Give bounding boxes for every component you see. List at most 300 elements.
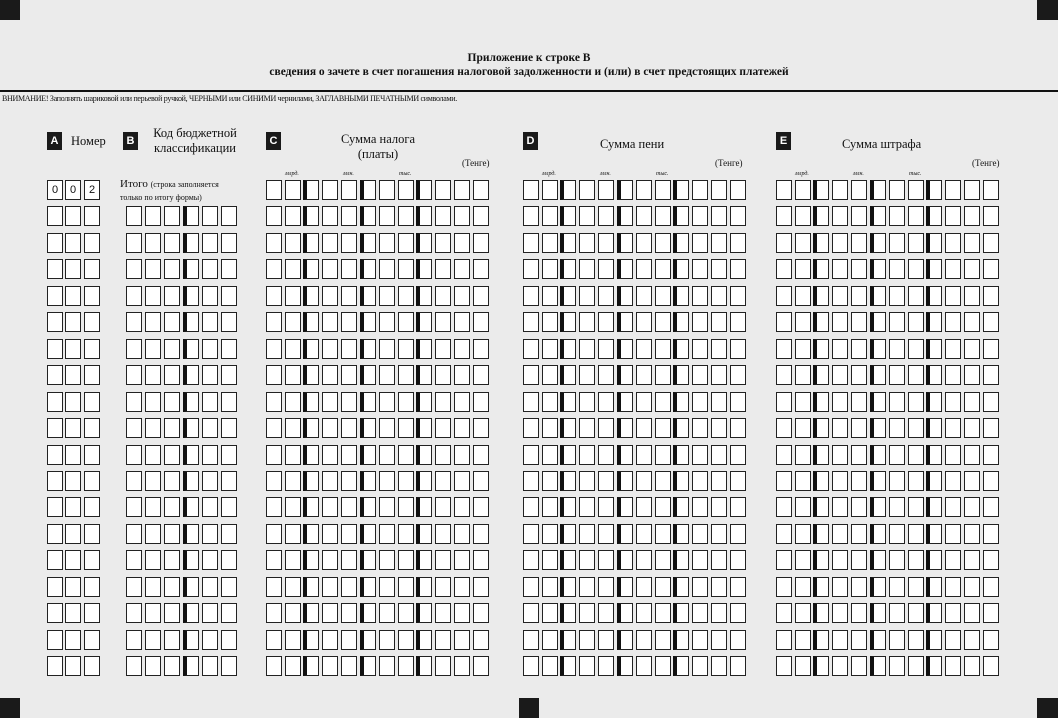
penalty-interest-amount-digit-cell[interactable] (523, 656, 539, 676)
penalty-interest-amount-digit-cell[interactable] (673, 312, 689, 332)
penalty-interest-amount-digit-cell[interactable] (598, 233, 614, 253)
row-number-digit-cell[interactable] (65, 497, 81, 517)
kbk-digit-cell[interactable] (202, 365, 218, 385)
row-number-digit-cell[interactable] (84, 630, 100, 650)
tax-amount-digit-cell[interactable] (435, 497, 451, 517)
tax-amount-digit-cell[interactable] (285, 365, 301, 385)
penalty-interest-amount-digit-cell[interactable] (711, 392, 727, 412)
tax-amount-digit-cell[interactable] (435, 312, 451, 332)
fine-amount-digit-cell[interactable] (926, 339, 942, 359)
tax-amount-digit-cell[interactable] (341, 418, 357, 438)
kbk-digit-cell[interactable] (183, 286, 199, 306)
fine-amount-digit-cell[interactable] (776, 524, 792, 544)
penalty-interest-amount-digit-cell[interactable] (711, 259, 727, 279)
penalty-interest-amount-digit-cell[interactable] (523, 418, 539, 438)
tax-amount-digit-cell[interactable] (303, 259, 319, 279)
fine-amount-digit-cell[interactable] (870, 312, 886, 332)
row-number-digit-cell[interactable] (47, 497, 63, 517)
kbk-digit-cell[interactable] (145, 471, 161, 491)
fine-amount-digit-cell[interactable] (776, 471, 792, 491)
penalty-interest-amount-digit-cell[interactable] (598, 259, 614, 279)
fine-amount-digit-cell[interactable] (776, 630, 792, 650)
tax-amount-digit-cell[interactable] (360, 471, 376, 491)
penalty-interest-amount-digit-cell[interactable] (542, 286, 558, 306)
fine-amount-digit-cell[interactable] (908, 312, 924, 332)
penalty-interest-amount-digit-cell[interactable] (598, 445, 614, 465)
kbk-digit-cell[interactable] (183, 233, 199, 253)
tax-amount-digit-cell[interactable] (398, 392, 414, 412)
fine-amount-digit-cell[interactable] (795, 471, 811, 491)
penalty-interest-amount-digit-cell[interactable] (711, 206, 727, 226)
tax-amount-digit-cell[interactable] (360, 577, 376, 597)
kbk-digit-cell[interactable] (126, 339, 142, 359)
penalty-interest-amount-digit-cell[interactable] (730, 392, 746, 412)
tax-amount-digit-cell[interactable] (473, 630, 489, 650)
fine-amount-digit-cell[interactable] (832, 392, 848, 412)
tax-amount-digit-cell[interactable] (322, 259, 338, 279)
tax-amount-digit-cell[interactable] (341, 550, 357, 570)
tax-amount-digit-cell[interactable] (379, 206, 395, 226)
fine-amount-digit-cell[interactable] (776, 206, 792, 226)
tax-amount-digit-cell[interactable] (435, 577, 451, 597)
row-number-digit-cell[interactable] (65, 206, 81, 226)
fine-amount-digit-cell[interactable] (908, 365, 924, 385)
fine-amount-digit-cell[interactable] (870, 286, 886, 306)
penalty-interest-amount-digit-cell[interactable] (730, 365, 746, 385)
kbk-digit-cell[interactable] (145, 233, 161, 253)
penalty-interest-amount-digit-cell[interactable] (730, 630, 746, 650)
fine-amount-digit-cell[interactable] (926, 630, 942, 650)
tax-amount-digit-cell[interactable] (473, 286, 489, 306)
tax-amount-digit-cell[interactable] (398, 550, 414, 570)
tax-amount-digit-cell[interactable] (303, 656, 319, 676)
kbk-digit-cell[interactable] (202, 392, 218, 412)
penalty-interest-amount-digit-cell[interactable] (598, 471, 614, 491)
kbk-digit-cell[interactable] (145, 286, 161, 306)
tax-amount-digit-cell[interactable] (454, 445, 470, 465)
penalty-interest-amount-digit-cell[interactable] (636, 233, 652, 253)
tax-amount-digit-cell[interactable] (398, 497, 414, 517)
penalty-interest-amount-digit-cell[interactable] (636, 339, 652, 359)
fine-amount-digit-cell[interactable] (832, 259, 848, 279)
fine-amount-digit-cell[interactable] (776, 180, 792, 200)
tax-amount-digit-cell[interactable] (416, 656, 432, 676)
row-number-digit-cell[interactable] (47, 286, 63, 306)
penalty-interest-amount-digit-cell[interactable] (711, 497, 727, 517)
fine-amount-digit-cell[interactable] (776, 550, 792, 570)
penalty-interest-amount-digit-cell[interactable] (692, 259, 708, 279)
fine-amount-digit-cell[interactable] (870, 524, 886, 544)
penalty-interest-amount-digit-cell[interactable] (692, 524, 708, 544)
tax-amount-digit-cell[interactable] (303, 445, 319, 465)
tax-amount-digit-cell[interactable] (341, 180, 357, 200)
row-number-digit-cell[interactable] (65, 339, 81, 359)
penalty-interest-amount-digit-cell[interactable] (730, 286, 746, 306)
fine-amount-digit-cell[interactable] (795, 656, 811, 676)
fine-amount-digit-cell[interactable] (964, 339, 980, 359)
penalty-interest-amount-digit-cell[interactable] (560, 603, 576, 623)
penalty-interest-amount-digit-cell[interactable] (579, 497, 595, 517)
kbk-digit-cell[interactable] (126, 656, 142, 676)
penalty-interest-amount-digit-cell[interactable] (655, 497, 671, 517)
tax-amount-digit-cell[interactable] (322, 286, 338, 306)
penalty-interest-amount-digit-cell[interactable] (579, 577, 595, 597)
row-number-digit-cell[interactable] (84, 259, 100, 279)
row-number-digit-cell[interactable] (84, 603, 100, 623)
kbk-digit-cell[interactable] (221, 339, 237, 359)
tax-amount-digit-cell[interactable] (303, 577, 319, 597)
penalty-interest-amount-digit-cell[interactable] (617, 206, 633, 226)
fine-amount-digit-cell[interactable] (908, 206, 924, 226)
tax-amount-digit-cell[interactable] (360, 524, 376, 544)
fine-amount-digit-cell[interactable] (795, 418, 811, 438)
row-number-digit-cell[interactable] (65, 603, 81, 623)
tax-amount-digit-cell[interactable] (473, 392, 489, 412)
penalty-interest-amount-digit-cell[interactable] (692, 339, 708, 359)
tax-amount-digit-cell[interactable] (360, 445, 376, 465)
kbk-digit-cell[interactable] (202, 656, 218, 676)
tax-amount-digit-cell[interactable] (398, 471, 414, 491)
penalty-interest-amount-digit-cell[interactable] (655, 312, 671, 332)
row-number-digit-cell[interactable] (84, 392, 100, 412)
tax-amount-digit-cell[interactable] (360, 630, 376, 650)
tax-amount-digit-cell[interactable] (285, 418, 301, 438)
fine-amount-digit-cell[interactable] (926, 286, 942, 306)
fine-amount-digit-cell[interactable] (832, 577, 848, 597)
fine-amount-digit-cell[interactable] (983, 445, 999, 465)
tax-amount-digit-cell[interactable] (322, 497, 338, 517)
kbk-digit-cell[interactable] (126, 392, 142, 412)
penalty-interest-amount-digit-cell[interactable] (673, 445, 689, 465)
fine-amount-digit-cell[interactable] (983, 233, 999, 253)
fine-amount-digit-cell[interactable] (832, 603, 848, 623)
fine-amount-digit-cell[interactable] (851, 471, 867, 491)
fine-amount-digit-cell[interactable] (945, 286, 961, 306)
penalty-interest-amount-digit-cell[interactable] (617, 524, 633, 544)
fine-amount-digit-cell[interactable] (795, 630, 811, 650)
row-number-digit-cell[interactable] (84, 418, 100, 438)
fine-amount-digit-cell[interactable] (813, 577, 829, 597)
penalty-interest-amount-digit-cell[interactable] (560, 630, 576, 650)
penalty-interest-amount-digit-cell[interactable] (523, 524, 539, 544)
tax-amount-digit-cell[interactable] (285, 524, 301, 544)
fine-amount-digit-cell[interactable] (908, 550, 924, 570)
kbk-digit-cell[interactable] (183, 339, 199, 359)
tax-amount-digit-cell[interactable] (435, 392, 451, 412)
tax-amount-digit-cell[interactable] (285, 259, 301, 279)
tax-amount-digit-cell[interactable] (303, 312, 319, 332)
fine-amount-digit-cell[interactable] (776, 497, 792, 517)
kbk-digit-cell[interactable] (145, 656, 161, 676)
tax-amount-digit-cell[interactable] (379, 180, 395, 200)
penalty-interest-amount-digit-cell[interactable] (523, 206, 539, 226)
fine-amount-digit-cell[interactable] (964, 180, 980, 200)
penalty-interest-amount-digit-cell[interactable] (730, 577, 746, 597)
fine-amount-digit-cell[interactable] (926, 312, 942, 332)
fine-amount-digit-cell[interactable] (795, 392, 811, 412)
fine-amount-digit-cell[interactable] (983, 497, 999, 517)
penalty-interest-amount-digit-cell[interactable] (692, 180, 708, 200)
row-number-digit-cell[interactable] (65, 259, 81, 279)
tax-amount-digit-cell[interactable] (473, 550, 489, 570)
penalty-interest-amount-digit-cell[interactable] (523, 630, 539, 650)
penalty-interest-amount-digit-cell[interactable] (673, 630, 689, 650)
row-number-digit-cell[interactable] (65, 286, 81, 306)
kbk-digit-cell[interactable] (202, 524, 218, 544)
fine-amount-digit-cell[interactable] (851, 550, 867, 570)
kbk-digit-cell[interactable] (202, 259, 218, 279)
penalty-interest-amount-digit-cell[interactable] (636, 312, 652, 332)
penalty-interest-amount-digit-cell[interactable] (560, 497, 576, 517)
fine-amount-digit-cell[interactable] (851, 365, 867, 385)
fine-amount-digit-cell[interactable] (870, 180, 886, 200)
fine-amount-digit-cell[interactable] (832, 206, 848, 226)
row-number-digit-cell[interactable] (47, 630, 63, 650)
penalty-interest-amount-digit-cell[interactable] (711, 180, 727, 200)
tax-amount-digit-cell[interactable] (303, 365, 319, 385)
fine-amount-digit-cell[interactable] (795, 524, 811, 544)
row-number-digit-cell[interactable]: 0 (65, 180, 81, 200)
tax-amount-digit-cell[interactable] (360, 339, 376, 359)
fine-amount-digit-cell[interactable] (926, 524, 942, 544)
row-number-digit-cell[interactable] (65, 577, 81, 597)
penalty-interest-amount-digit-cell[interactable] (523, 392, 539, 412)
penalty-interest-amount-digit-cell[interactable] (560, 524, 576, 544)
fine-amount-digit-cell[interactable] (851, 603, 867, 623)
fine-amount-digit-cell[interactable] (813, 656, 829, 676)
penalty-interest-amount-digit-cell[interactable] (617, 286, 633, 306)
tax-amount-digit-cell[interactable] (303, 603, 319, 623)
tax-amount-digit-cell[interactable] (285, 497, 301, 517)
tax-amount-digit-cell[interactable] (266, 550, 282, 570)
fine-amount-digit-cell[interactable] (983, 550, 999, 570)
fine-amount-digit-cell[interactable] (945, 206, 961, 226)
kbk-digit-cell[interactable] (221, 471, 237, 491)
fine-amount-digit-cell[interactable] (889, 233, 905, 253)
tax-amount-digit-cell[interactable] (454, 524, 470, 544)
fine-amount-digit-cell[interactable] (795, 180, 811, 200)
kbk-digit-cell[interactable] (126, 312, 142, 332)
fine-amount-digit-cell[interactable] (832, 365, 848, 385)
fine-amount-digit-cell[interactable] (908, 524, 924, 544)
fine-amount-digit-cell[interactable] (889, 180, 905, 200)
fine-amount-digit-cell[interactable] (964, 206, 980, 226)
fine-amount-digit-cell[interactable] (851, 630, 867, 650)
penalty-interest-amount-digit-cell[interactable] (655, 550, 671, 570)
penalty-interest-amount-digit-cell[interactable] (579, 550, 595, 570)
penalty-interest-amount-digit-cell[interactable] (711, 365, 727, 385)
row-number-digit-cell[interactable] (84, 206, 100, 226)
kbk-digit-cell[interactable] (221, 603, 237, 623)
kbk-digit-cell[interactable] (183, 524, 199, 544)
tax-amount-digit-cell[interactable] (285, 206, 301, 226)
row-number-digit-cell[interactable] (65, 233, 81, 253)
penalty-interest-amount-digit-cell[interactable] (617, 471, 633, 491)
penalty-interest-amount-digit-cell[interactable] (692, 471, 708, 491)
penalty-interest-amount-digit-cell[interactable] (617, 550, 633, 570)
tax-amount-digit-cell[interactable] (322, 630, 338, 650)
fine-amount-digit-cell[interactable] (983, 418, 999, 438)
kbk-digit-cell[interactable] (202, 233, 218, 253)
tax-amount-digit-cell[interactable] (473, 445, 489, 465)
tax-amount-digit-cell[interactable] (473, 365, 489, 385)
tax-amount-digit-cell[interactable] (360, 392, 376, 412)
penalty-interest-amount-digit-cell[interactable] (692, 392, 708, 412)
penalty-interest-amount-digit-cell[interactable] (636, 524, 652, 544)
penalty-interest-amount-digit-cell[interactable] (560, 180, 576, 200)
fine-amount-digit-cell[interactable] (983, 471, 999, 491)
penalty-interest-amount-digit-cell[interactable] (636, 365, 652, 385)
penalty-interest-amount-digit-cell[interactable] (560, 550, 576, 570)
tax-amount-digit-cell[interactable] (360, 180, 376, 200)
penalty-interest-amount-digit-cell[interactable] (730, 656, 746, 676)
fine-amount-digit-cell[interactable] (889, 259, 905, 279)
row-number-digit-cell[interactable] (84, 339, 100, 359)
fine-amount-digit-cell[interactable] (908, 286, 924, 306)
penalty-interest-amount-digit-cell[interactable] (673, 365, 689, 385)
penalty-interest-amount-digit-cell[interactable] (711, 603, 727, 623)
penalty-interest-amount-digit-cell[interactable] (617, 603, 633, 623)
row-number-digit-cell[interactable] (47, 365, 63, 385)
row-number-digit-cell[interactable] (84, 471, 100, 491)
fine-amount-digit-cell[interactable] (964, 233, 980, 253)
row-number-digit-cell[interactable] (84, 233, 100, 253)
fine-amount-digit-cell[interactable] (926, 497, 942, 517)
fine-amount-digit-cell[interactable] (908, 577, 924, 597)
tax-amount-digit-cell[interactable] (416, 259, 432, 279)
penalty-interest-amount-digit-cell[interactable] (692, 445, 708, 465)
penalty-interest-amount-digit-cell[interactable] (636, 418, 652, 438)
kbk-digit-cell[interactable] (202, 630, 218, 650)
fine-amount-digit-cell[interactable] (832, 524, 848, 544)
kbk-digit-cell[interactable] (183, 577, 199, 597)
fine-amount-digit-cell[interactable] (795, 603, 811, 623)
tax-amount-digit-cell[interactable] (416, 577, 432, 597)
penalty-interest-amount-digit-cell[interactable] (542, 603, 558, 623)
penalty-interest-amount-digit-cell[interactable] (542, 233, 558, 253)
kbk-digit-cell[interactable] (221, 312, 237, 332)
tax-amount-digit-cell[interactable] (473, 603, 489, 623)
kbk-digit-cell[interactable] (145, 577, 161, 597)
tax-amount-digit-cell[interactable] (285, 392, 301, 412)
kbk-digit-cell[interactable] (164, 286, 180, 306)
penalty-interest-amount-digit-cell[interactable] (542, 471, 558, 491)
fine-amount-digit-cell[interactable] (889, 577, 905, 597)
penalty-interest-amount-digit-cell[interactable] (730, 418, 746, 438)
penalty-interest-amount-digit-cell[interactable] (617, 180, 633, 200)
penalty-interest-amount-digit-cell[interactable] (730, 206, 746, 226)
tax-amount-digit-cell[interactable] (416, 180, 432, 200)
tax-amount-digit-cell[interactable] (341, 365, 357, 385)
fine-amount-digit-cell[interactable] (889, 392, 905, 412)
tax-amount-digit-cell[interactable] (416, 471, 432, 491)
fine-amount-digit-cell[interactable] (832, 312, 848, 332)
row-number-digit-cell[interactable] (84, 550, 100, 570)
tax-amount-digit-cell[interactable] (473, 180, 489, 200)
fine-amount-digit-cell[interactable] (983, 312, 999, 332)
kbk-digit-cell[interactable] (164, 365, 180, 385)
fine-amount-digit-cell[interactable] (964, 392, 980, 412)
tax-amount-digit-cell[interactable] (398, 259, 414, 279)
penalty-interest-amount-digit-cell[interactable] (598, 180, 614, 200)
tax-amount-digit-cell[interactable] (360, 418, 376, 438)
kbk-digit-cell[interactable] (126, 524, 142, 544)
tax-amount-digit-cell[interactable] (360, 365, 376, 385)
fine-amount-digit-cell[interactable] (795, 312, 811, 332)
row-number-digit-cell[interactable] (47, 524, 63, 544)
tax-amount-digit-cell[interactable] (379, 365, 395, 385)
penalty-interest-amount-digit-cell[interactable] (579, 259, 595, 279)
penalty-interest-amount-digit-cell[interactable] (523, 550, 539, 570)
tax-amount-digit-cell[interactable] (266, 630, 282, 650)
penalty-interest-amount-digit-cell[interactable] (579, 524, 595, 544)
fine-amount-digit-cell[interactable] (889, 471, 905, 491)
penalty-interest-amount-digit-cell[interactable] (655, 577, 671, 597)
tax-amount-digit-cell[interactable] (473, 259, 489, 279)
fine-amount-digit-cell[interactable] (945, 312, 961, 332)
tax-amount-digit-cell[interactable] (379, 418, 395, 438)
penalty-interest-amount-digit-cell[interactable] (636, 286, 652, 306)
tax-amount-digit-cell[interactable] (266, 365, 282, 385)
penalty-interest-amount-digit-cell[interactable] (711, 286, 727, 306)
kbk-digit-cell[interactable] (145, 392, 161, 412)
row-number-digit-cell[interactable] (47, 418, 63, 438)
tax-amount-digit-cell[interactable] (416, 603, 432, 623)
row-number-digit-cell[interactable] (84, 365, 100, 385)
fine-amount-digit-cell[interactable] (832, 233, 848, 253)
row-number-digit-cell[interactable] (47, 603, 63, 623)
penalty-interest-amount-digit-cell[interactable] (579, 312, 595, 332)
fine-amount-digit-cell[interactable] (870, 365, 886, 385)
penalty-interest-amount-digit-cell[interactable] (636, 603, 652, 623)
tax-amount-digit-cell[interactable] (266, 259, 282, 279)
kbk-digit-cell[interactable] (164, 233, 180, 253)
tax-amount-digit-cell[interactable] (379, 497, 395, 517)
penalty-interest-amount-digit-cell[interactable] (655, 180, 671, 200)
tax-amount-digit-cell[interactable] (360, 603, 376, 623)
tax-amount-digit-cell[interactable] (379, 630, 395, 650)
penalty-interest-amount-digit-cell[interactable] (692, 206, 708, 226)
kbk-digit-cell[interactable] (145, 524, 161, 544)
row-number-digit-cell[interactable] (47, 392, 63, 412)
penalty-interest-amount-digit-cell[interactable] (579, 206, 595, 226)
kbk-digit-cell[interactable] (183, 550, 199, 570)
penalty-interest-amount-digit-cell[interactable] (523, 312, 539, 332)
tax-amount-digit-cell[interactable] (379, 445, 395, 465)
row-number-digit-cell[interactable] (84, 497, 100, 517)
tax-amount-digit-cell[interactable] (360, 497, 376, 517)
tax-amount-digit-cell[interactable] (454, 206, 470, 226)
penalty-interest-amount-digit-cell[interactable] (692, 630, 708, 650)
kbk-digit-cell[interactable] (221, 656, 237, 676)
tax-amount-digit-cell[interactable] (303, 497, 319, 517)
penalty-interest-amount-digit-cell[interactable] (730, 259, 746, 279)
fine-amount-digit-cell[interactable] (832, 418, 848, 438)
penalty-interest-amount-digit-cell[interactable] (579, 471, 595, 491)
tax-amount-digit-cell[interactable] (285, 180, 301, 200)
penalty-interest-amount-digit-cell[interactable] (542, 339, 558, 359)
tax-amount-digit-cell[interactable] (454, 577, 470, 597)
fine-amount-digit-cell[interactable] (945, 339, 961, 359)
kbk-digit-cell[interactable] (202, 471, 218, 491)
penalty-interest-amount-digit-cell[interactable] (730, 445, 746, 465)
tax-amount-digit-cell[interactable] (322, 339, 338, 359)
kbk-digit-cell[interactable] (221, 418, 237, 438)
fine-amount-digit-cell[interactable] (776, 259, 792, 279)
penalty-interest-amount-digit-cell[interactable] (711, 445, 727, 465)
penalty-interest-amount-digit-cell[interactable] (673, 550, 689, 570)
fine-amount-digit-cell[interactable] (964, 365, 980, 385)
